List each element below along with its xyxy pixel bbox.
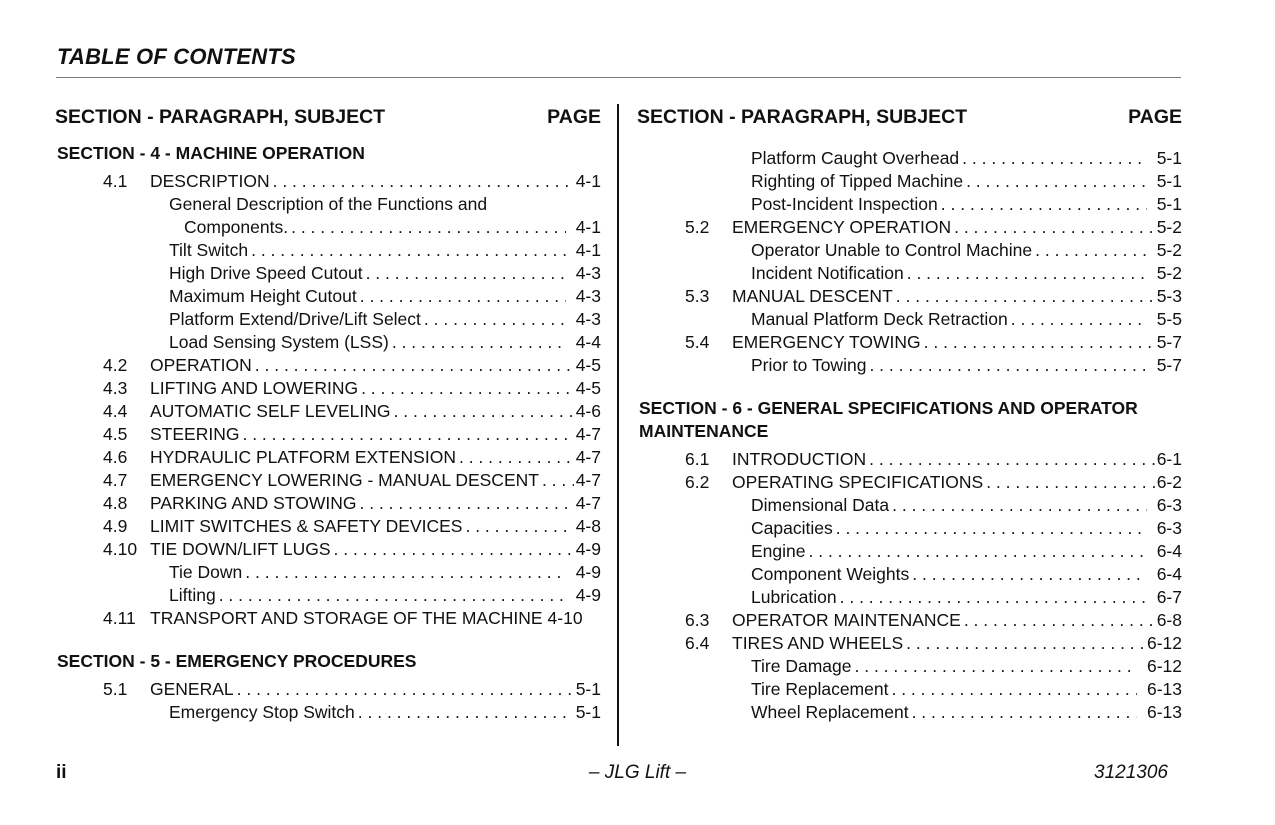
entry-page: 5-1 (575, 679, 601, 699)
entry-page: 6-12 (1146, 656, 1182, 676)
entry-page: 4-1 (575, 171, 601, 191)
toc-entry-5-4[interactable] (637, 331, 1182, 354)
entry-title: LIMIT SWITCHES & SAFETY DEVICES (150, 516, 463, 536)
entry-title-line1: General Description of the Functions and (169, 194, 488, 214)
section-6-heading-line2[interactable]: MAINTENANCE (639, 421, 769, 441)
toc-subentry[interactable] (55, 701, 601, 724)
toc-entry-5-2[interactable] (637, 216, 1182, 239)
entry-page: 4-3 (575, 309, 601, 329)
entry-title: Wheel Replacement (751, 702, 909, 722)
paragraph-number: 4.5 (103, 424, 128, 444)
entry-title: Load Sensing System (LSS) (169, 332, 389, 352)
entry-title: Tire Damage (751, 656, 852, 676)
toc-subentry[interactable] (55, 584, 601, 607)
column-header-page: PAGE (547, 106, 601, 128)
entry-title: Tilt Switch (169, 240, 249, 260)
entry-page: 6-4 (1156, 541, 1182, 561)
entry-title: Emergency Stop Switch (169, 702, 355, 722)
entry-page: 4-3 (575, 286, 601, 306)
entry-title: DESCRIPTION (150, 171, 270, 191)
entry-page: 5-1 (1156, 148, 1182, 168)
entry-page: 5-1 (575, 702, 601, 722)
entry-page: 4-5 (575, 355, 601, 375)
entry-page: 4-9 (575, 539, 601, 559)
toc-entry-6-2[interactable] (637, 471, 1182, 494)
entry-page: 5-7 (1156, 355, 1182, 375)
entry-title: EMERGENCY TOWING (732, 332, 921, 352)
entry-title: Component Weights (751, 564, 910, 584)
entry-title: Platform Caught Overhead (751, 148, 960, 168)
column-header (55, 102, 601, 132)
toc-subentry[interactable] (637, 170, 1182, 193)
entry-page: 4-7 (575, 493, 601, 513)
entry-page: 4-7 (575, 424, 601, 444)
entry-page: 4-9 (575, 562, 601, 582)
toc-subentry[interactable] (637, 193, 1182, 216)
toc-entry-6-1[interactable] (637, 448, 1182, 471)
paragraph-number: 6.3 (685, 610, 710, 630)
column-header (637, 102, 1182, 132)
entry-title: High Drive Speed Cutout (169, 263, 363, 283)
entry-title: STEERING (150, 424, 240, 444)
entry-page: 4-6 (575, 401, 601, 421)
footer-page-number: ii (56, 762, 67, 783)
entry-page: 5-2 (1156, 217, 1182, 237)
toc-entry-4-6[interactable] (55, 446, 601, 469)
toc-entry-5-1[interactable] (55, 678, 601, 701)
entry-page: 4-9 (575, 585, 601, 605)
toc-subentry-general-description-cont[interactable] (55, 216, 601, 239)
toc-entry-6-3[interactable] (637, 609, 1182, 632)
toc-subentry[interactable] (637, 563, 1182, 586)
entry-title: Righting of Tipped Machine (751, 171, 964, 191)
entry-page: 4-4 (575, 332, 601, 352)
entry-page: 6-12 (1146, 633, 1182, 653)
toc-subentry[interactable] (55, 561, 601, 584)
entry-title: Platform Extend/Drive/Lift Select (169, 309, 421, 329)
entry-title: Post-Incident Inspection (751, 194, 938, 214)
toc-subentry[interactable] (637, 494, 1182, 517)
entry-title: Capacities (751, 518, 833, 538)
entry-page: 6-13 (1146, 679, 1182, 699)
page-title: TABLE OF CONTENTS (57, 44, 296, 69)
toc-left-column (55, 102, 601, 724)
entry-title: TIE DOWN/LIFT LUGS (150, 539, 331, 559)
entry-title: GENERAL (150, 679, 234, 699)
entry-title: LIFTING AND LOWERING (150, 378, 359, 398)
toc-entry-4-4[interactable] (55, 400, 601, 423)
toc-subentry[interactable] (637, 678, 1182, 701)
paragraph-number: 5.2 (685, 217, 710, 237)
entry-title: AUTOMATIC SELF LEVELING (150, 401, 391, 421)
paragraph-number: 4.1 (103, 171, 128, 191)
toc-entry-6-4[interactable] (637, 632, 1182, 655)
entry-page: 4-7 (575, 447, 601, 467)
toc-subentry[interactable] (637, 147, 1182, 170)
column-header-subject: SECTION - PARAGRAPH, SUBJECT (637, 106, 968, 128)
paragraph-number: 4.3 (103, 378, 128, 398)
entry-page: 5-1 (1156, 194, 1182, 214)
paragraph-number: 4.4 (103, 401, 128, 421)
entry-title: EMERGENCY OPERATION (732, 217, 952, 237)
toc-subentry[interactable] (637, 262, 1182, 285)
entry-page: 5-5 (1156, 309, 1182, 329)
paragraph-number: 4.10 (103, 539, 138, 559)
toc-subentry[interactable] (55, 331, 601, 354)
section-6-heading-line1[interactable]: SECTION - 6 - GENERAL SPECIFICATIONS AND OPERATOR (639, 398, 1138, 418)
entry-page: 6-8 (1156, 610, 1182, 630)
entry-title: Lifting (169, 585, 216, 605)
toc-entry-4-9[interactable] (55, 515, 601, 538)
toc-subentry[interactable] (637, 239, 1182, 262)
entry-title: TIRES AND WHEELS (732, 633, 904, 653)
toc-subentry[interactable] (55, 239, 601, 262)
entry-page: 4-8 (575, 516, 601, 536)
entry-title: EMERGENCY LOWERING - MANUAL DESCENT (150, 470, 539, 490)
toc-right-column (637, 102, 1182, 724)
entry-title-line2: Components. (184, 217, 289, 237)
entry-page: 5-1 (1156, 171, 1182, 191)
entry-title: PARKING AND STOWING (150, 493, 357, 513)
entry-title: OPERATING SPECIFICATIONS (732, 472, 984, 492)
toc-subentry[interactable] (637, 586, 1182, 609)
paragraph-number: 4.11 (103, 608, 136, 628)
toc-subentry[interactable] (55, 285, 601, 308)
entry-page: 6-3 (1156, 518, 1182, 538)
toc-entry-4-7[interactable] (55, 469, 601, 492)
entry-title: Manual Platform Deck Retraction (751, 309, 1008, 329)
paragraph-number: 4.8 (103, 493, 128, 513)
entry-page: 4-5 (575, 378, 601, 398)
toc-entry-4-5[interactable] (55, 423, 601, 446)
toc-subentry[interactable] (637, 354, 1182, 377)
entry-title: Incident Notification (751, 263, 904, 283)
column-divider (617, 104, 619, 746)
toc-subentry-general-description[interactable] (55, 193, 601, 216)
entry-title: HYDRAULIC PLATFORM EXTENSION (150, 447, 456, 467)
entry-page: 5-2 (1156, 240, 1182, 260)
entry-page: 6-3 (1156, 495, 1182, 515)
footer-brand: – JLG Lift – (588, 762, 687, 783)
toc-subentry[interactable] (637, 308, 1182, 331)
entry-page: 4-3 (575, 263, 601, 283)
entry-title: Prior to Towing (751, 355, 867, 375)
entry-title: MANUAL DESCENT (732, 286, 893, 306)
toc-entry-4-8[interactable] (55, 492, 601, 515)
paragraph-number: 5.3 (685, 286, 710, 306)
entry-page: 4-10 (547, 608, 583, 628)
toc-subentry[interactable] (637, 540, 1182, 563)
toc-entry-4-3[interactable] (55, 377, 601, 400)
toc-subentry[interactable] (55, 308, 601, 331)
paragraph-number: 5.1 (103, 679, 128, 699)
toc-entry-4-2[interactable] (55, 354, 601, 377)
toc-entry-4-1[interactable] (55, 170, 601, 193)
toc-entry-5-3[interactable] (637, 285, 1182, 308)
toc-entry-4-10[interactable] (55, 538, 601, 561)
entry-page: 5-2 (1156, 263, 1182, 283)
entry-title: Tire Replacement (751, 679, 889, 699)
entry-title: OPERATION (150, 355, 252, 375)
section-5-heading[interactable]: SECTION - 5 - EMERGENCY PROCEDURES (57, 651, 417, 671)
entry-page: 4-1 (575, 217, 601, 237)
column-header-subject: SECTION - PARAGRAPH, SUBJECT (55, 106, 386, 128)
paragraph-number: 5.4 (685, 332, 710, 352)
entry-title: Lubrication (751, 587, 837, 607)
paragraph-number: 4.6 (103, 447, 128, 467)
entry-title: OPERATOR MAINTENANCE (732, 610, 961, 630)
toc-subentry[interactable] (637, 517, 1182, 540)
paragraph-number: 4.9 (103, 516, 128, 536)
entry-title: Engine (751, 541, 806, 561)
paragraph-number: 4.7 (103, 470, 128, 490)
paragraph-number: 6.4 (685, 633, 710, 653)
entry-page: 4-7 (575, 470, 601, 490)
toc-entry-4-11[interactable] (55, 607, 601, 630)
toc-subentry[interactable] (55, 262, 601, 285)
entry-page: 6-7 (1156, 587, 1182, 607)
entry-title: Maximum Height Cutout (169, 286, 357, 306)
toc-subentry[interactable] (637, 701, 1182, 724)
entry-title: TRANSPORT AND STORAGE OF THE MACHINE (150, 608, 543, 628)
entry-page: 6-1 (1156, 449, 1182, 469)
entry-page: 6-13 (1146, 702, 1182, 722)
section-4-heading[interactable]: SECTION - 4 - MACHINE OPERATION (57, 143, 365, 163)
entry-title: Operator Unable to Control Machine (751, 240, 1033, 260)
entry-page: 6-4 (1156, 564, 1182, 584)
entry-page: 6-2 (1156, 472, 1182, 492)
entry-title: Dimensional Data (751, 495, 890, 515)
paragraph-number: 6.1 (685, 449, 710, 469)
title-rule (56, 77, 1181, 78)
paragraph-number: 6.2 (685, 472, 710, 492)
toc-subentry[interactable] (637, 655, 1182, 678)
entry-page: 4-1 (575, 240, 601, 260)
paragraph-number: 4.2 (103, 355, 128, 375)
column-header-page: PAGE (1128, 106, 1182, 128)
footer-doc-number: 3121306 (1094, 762, 1168, 783)
entry-page: 5-7 (1156, 332, 1182, 352)
entry-page: 5-3 (1156, 286, 1182, 306)
entry-title: Tie Down (169, 562, 243, 582)
entry-title: INTRODUCTION (732, 449, 867, 469)
